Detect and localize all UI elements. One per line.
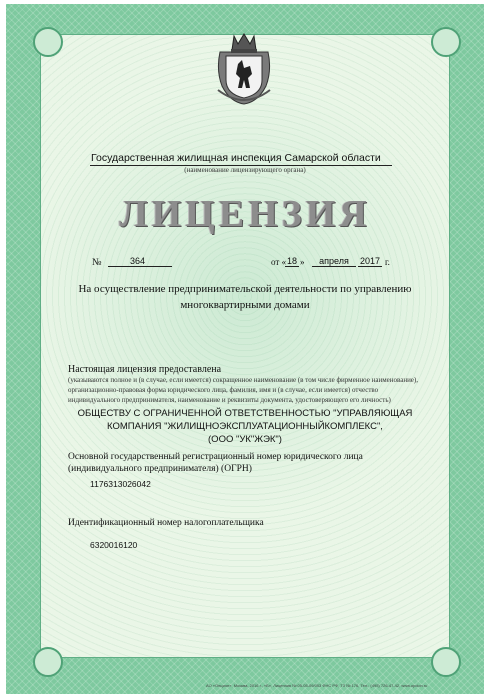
coat-of-arms-emblem — [214, 30, 274, 106]
licensee-name-line-1: ОБЩЕСТВУ С ОГРАНИЧЕННОЙ ОТВЕТСТВЕННОСТЬЮ "УПРАВЛЯЮЩАЯ — [77, 408, 413, 419]
date-day: 18 — [286, 256, 297, 266]
ogrn-label-line-1: Основной государственный регистрационный номер юридического лица — [68, 452, 363, 462]
ogrn-value: 1176313026042 — [90, 479, 151, 489]
corner-ornament — [431, 647, 461, 677]
license-number: 364 — [108, 256, 172, 267]
licensee-caption-3: индивидуального предпринимателя, наименование и реквизиты документа, удостоверяющего его личность) — [68, 396, 391, 404]
document-body — [40, 34, 450, 658]
corner-ornament — [33, 27, 63, 57]
date-year: 2017 — [359, 256, 381, 266]
licensee-caption-2: организационно-правовая форма юридического лица, фамилия, имя и (в случае, если имеется) отчество — [68, 386, 379, 394]
inn-label: Идентификационный номер налогоплательщика — [68, 518, 264, 528]
corner-ornament — [33, 647, 63, 677]
activity-line-2: многоквартирными домами — [180, 299, 310, 311]
issuing-authority-name: Государственная жилищная инспекция Самарской области — [91, 152, 381, 164]
date-separator: » — [300, 257, 305, 267]
inn-value: 6320016120 — [90, 540, 138, 550]
date-month: апреля — [312, 256, 356, 267]
licensee-caption-1: (указываются полное и (в случае, если имеется) сокращенное наименование (в том числе фирменное наименование), — [68, 376, 418, 384]
corner-ornament — [431, 27, 461, 57]
authority-caption: (наименование лицензирующего органа) — [184, 166, 306, 174]
licensee-name-line-3: (ООО "УК"ЖЭК") — [208, 434, 282, 445]
printer-imprint: АО «Опцион», Москва, 2016 г., «Б», Лицензия № 05-05-09/003 ФНС РФ, ТЗ № 176, Тел.: (495) 726-47-42, www.opcion.ru — [206, 683, 428, 688]
date-prefix: от « — [271, 257, 287, 267]
activity-line-1: На осуществление предпринимательской деятельности по управлению — [78, 283, 412, 295]
number-label: № — [92, 257, 102, 268]
document-title: ЛИЦЕНЗИЯ — [119, 193, 371, 235]
ogrn-label-line-2: (индивидуального предпринимателя) (ОГРН) — [68, 464, 252, 474]
granted-to-label: Настоящая лицензия предоставлена — [68, 364, 222, 375]
date-suffix: г. — [385, 257, 390, 267]
licensee-name-line-2: КОМПАНИЯ "ЖИЛИЩНОЭКСПЛУАТАЦИОННЫЙКОМПЛЕКС", — [107, 421, 383, 432]
